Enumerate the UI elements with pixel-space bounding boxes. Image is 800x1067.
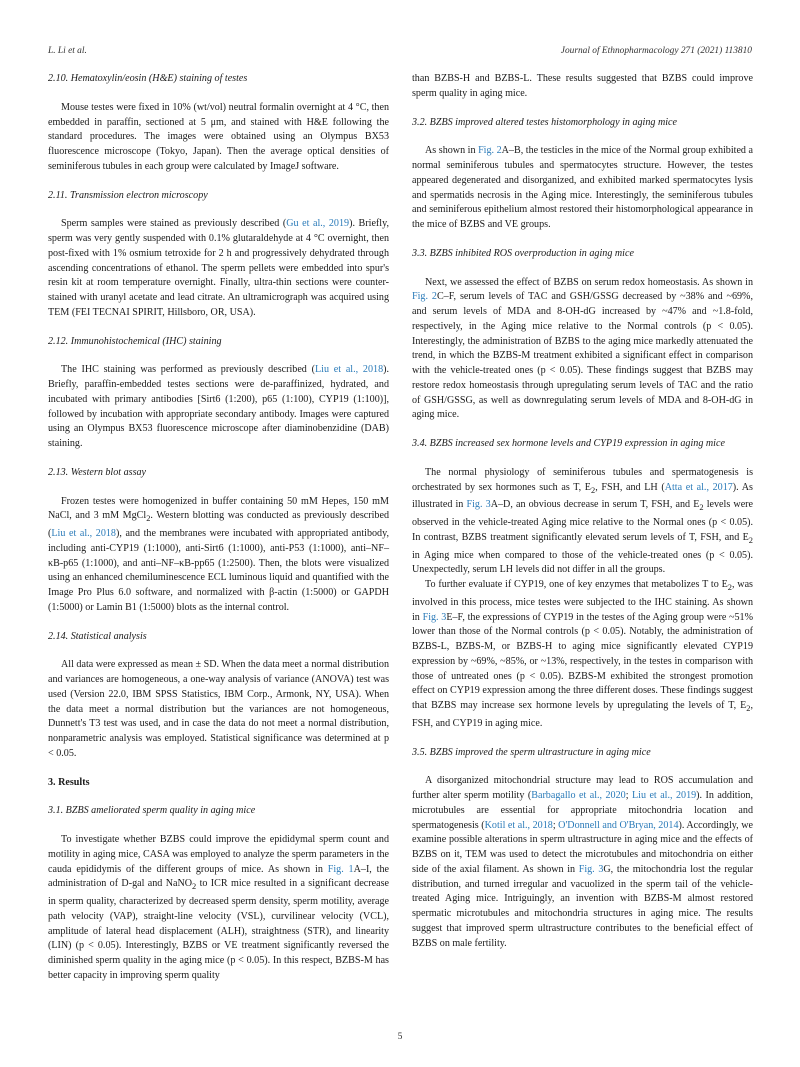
section-3-2-heading: 3.2. BZBS improved altered testes histomorphology in aging mice: [412, 116, 678, 128]
running-header: [48, 46, 752, 60]
citation-link[interactable]: Liu et al., 2018: [51, 528, 116, 540]
section-3-4-paragraph-2: To further evaluate if CYP19, one of key enzymes that metabolizes T to $E_2$, was involved in this process, mice testes were subjected to the IHC staining. As shown in Fig. 3E–F, the expressions of CYP19 in the testes of the Aging group were ~51% lower than those of the Normal controls (p < 0.05). Notably, the administration of BZBS-L, BZBS-M, or BZBS-H to aging mice significantly elevated CYP19 expression by ~69%, ~85%, or ~13%, respectively, in the testes in comparison with those of untreated ones (p < 0.05). BZBS-M exhibited the strongest promotion effect on CYP19 expression among the three different doses. These findings suggest that BZBS may increase sex hormone levels by upregulating the levels of T, $E_2$, FSH, and CYP19 in aging mice.: [412, 579, 754, 729]
section-3-2-paragraph: As shown in Fig. 2A–B, the testicles in the mice of the Normal group exhibited a normal seminiferous tubules and spermatocytes structure. However, the testes appeared degenerated and disorganized, and exhibited marked spermatocytes lysis and spermatids necrosis in the Aging mice. Interestingly, the seminiferous tubules and seminiferous epithelium almost restored their histomorphological appearance in the mice of BZBS and VE groups.: [412, 145, 754, 230]
citation-link[interactable]: Liu et al., 2018: [314, 364, 384, 376]
section-2-10-paragraph: Mouse testes were fixed in 10% (wt/vol) neutral formalin overnight at 4 °C, then embedded in paraffin, sectioned at 5 μm, and stained with H&E following the standard procedures. The images were obtained using an Olympus BX53 fluorescence microscope (Tokyo, Japan). Then the average optical densities of seminiferous tubules in each group were calculated by ImageJ software.: [48, 101, 389, 172]
section-3-4-heading: 3.4. BZBS increased sex hormone levels and CYP19 expression in aging mice: [412, 438, 725, 449]
section-2-12-heading: 2.12. Immunohistochemical (IHC) staining: [48, 335, 222, 347]
citation-link[interactable]: Liu et al., 2019: [631, 790, 697, 802]
section-2-14-paragraph: All data were expressed as mean ± SD. When the data meet a normal distribution and variances are homogeneous, a one-way analysis of variance (ANOVA) test was used (Version 22.0, IBM SPSS Statistics, IBM Corp., Armonk, NY, USA). When the data meet a normal distribution but the variances are not homogeneous, Dunnett's T3 test was used, and in case the data do not meet a normal distribution, nonparametric analysis was employed. Statistical significance was determined at p < 0.05.: [48, 659, 389, 759]
section-2-11-paragraph: Sperm samples were stained as previously described (Gu et al., 2019). Briefly, sperm was very gently suspended with 0.1% glutaraldehyde at 4 °C overnight, then post-fixed with 1% osmium tetroxide for 2 h and progressively dehydrated through ascending concentrations of ethanol. The sperm pellets were embedded into spur's resin kit at room temperature overnight. Finally, ultra-thin sections were counter-stained with uranyl acetate and lead citrate. An ultramicrograph was acquired using TEM (FEI TECNAI SPIRIT, Hillsboro, OR, USA).: [48, 218, 390, 318]
figure-link[interactable]: Fig. 3: [422, 611, 447, 623]
section-3-1-paragraph: To investigate whether BZBS could improve the epididymal sperm count and motility in aging mice, CASA was employed to analyze the sperm parameters in the cauda epididymis of the different groups of mice. As shown in Fig. 1A–I, the administration of D-gal and NaNO$_2$ to ICR mice resulted in a significant decrease in sperm quality, characterized by decreased sperm density, sperm motility, average path velocity (VAP), straight-line velocity (VSL), curvilinear velocity (VCL), amplitude of lateral head displacement (ALH), straightness (STR), and linearity (LIN) (p < 0.05). Interestingly, BZBS or VE treatment significantly reversed the diminished sperm quality in the aging mice (p < 0.05). In this respect, BZBS-M has better capacity in improving sperm quality: [48, 834, 390, 981]
section-2-13-heading: 2.13. Western blot assay: [48, 466, 147, 478]
continued-paragraph: than BZBS-H and BZBS-L. These results suggested that BZBS could improve sperm quality in aging mice.: [412, 73, 753, 99]
right-column: [412, 72, 753, 951]
section-3-3-paragraph: Next, we assessed the effect of BZBS on serum redox homeostasis. As shown in Fig. 2C–F, serum levels of TAC and GSH/GSSG decreased by ~38% and ~69%, and serum levels of MDA and 8-OH-dG increased by ~47% and ~1.8-fold, respectively, in the Aging mice relative to the Normal controls (p < 0.05). Interestingly, the administration of BZBS to the aging mice markedly attenuated the trend, in which the BZBS-M treatment exhibited a significant effect in comparison with the vehicle-treated ones (p < 0.05). These findings suggest that BZBS may restore redox homeostasis through upregulating serum levels of TAC and the ratio of GSH/GSSG, as well as downregulating serum levels of MDA and 8-OH-dG in aging mice.: [412, 276, 753, 421]
figure-link[interactable]: Fig. 3: [466, 499, 491, 511]
section-3-5-heading: 3.5. BZBS improved the sperm ultrastructure in aging mice: [412, 746, 651, 758]
citation-link[interactable]: O'Donnell and O'Bryan, 2014: [558, 819, 679, 831]
section-2-11-heading: 2.11. Transmission electron microscopy: [48, 189, 208, 201]
section-2-10-heading: 2.10. Hematoxylin/eosin (H&E) staining of testes: [48, 73, 248, 84]
figure-link[interactable]: Fig. 3: [578, 863, 604, 875]
citation-link[interactable]: Barbagallo et al., 2020: [531, 790, 626, 802]
section-3-5-paragraph: A disorganized mitochondrial structure may lead to ROS accumulation and further alter sperm motility (Barbagallo et al., 2020; Liu et al., 2019). In addition, microtubules are essential for appropriate mitochondria location and spermatogenesis (Kotil et al., 2018; O'Donnell and O'Bryan, 2014). Accordingly, we examine possible alterations in sperm ultrastructure in aging mice and the effects of BZBS on it, TEM was used to detect the microtubules and mitochondria on either side of the axial filament. As shown in Fig. 3G, the mitochondria lost the regular distribution, and turned irregular and vacuolized in the sperm tail of the vehicle-treated Aging mice. Intriguingly, an invention with BZBS-M almost restored spermatic microtubules and mitochondria structures in aging mice. The results suggest that improved sperm ultrastructure contributes to the beneficial effect of BZBS on male fertility.: [412, 775, 754, 949]
citation-link[interactable]: Atta et al., 2017: [664, 481, 733, 493]
section-2-13-paragraph: Frozen testes were homogenized in buffer containing 50 mM Hepes, 150 mM NaCl, and 3 mM MgCl$_2$. Western blotting was conducted as previously described (Liu et al., 2018), and the membranes were incubated with appropriated antibody, including anti-CYP19 (1:1000), anti-Sirt6 (1:1000), anti-P53 (1:1000), anti–NF–κB-p65 (1:1000), and anti–NF–κB-pp65 (1:2500). Then, the blots were visualized using an enhanced chemiluminescence ECL luminous liquid and quantified with the Image Pro Plus 6.0 software, and normalized with β-actin (1:5000) or GAPDH (1:5000) or Lamin B1 (1:5000) blots as the internal control.: [48, 495, 389, 613]
citation-link[interactable]: Gu et al., 2019: [286, 218, 350, 230]
page-number: 5: [397, 1031, 403, 1042]
left-column: [48, 72, 389, 984]
section-3-heading: 3. Results: [48, 776, 90, 788]
section-2-12-paragraph: The IHC staining was performed as previously described (Liu et al., 2018). Briefly, paraffin-embedded testes sections were de-paraffinized, hydrated, and incubated with primary antibodies [Sirt6 (1:200), p65 (1:100), CYP19 (1:100)], followed by incubation with appropriate secondary antibody. Images were captured using an Olympus BX53 fluorescence microscope after diaminobenzidine (DAB) staining.: [48, 364, 390, 449]
section-2-14-heading: 2.14. Statistical analysis: [48, 630, 147, 642]
citation-link[interactable]: Kotil et al., 2018: [484, 819, 553, 831]
figure-link[interactable]: Fig. 2: [412, 291, 437, 303]
header-journal: Journal of Ethnopharmacology 271 (2021) 113810: [560, 46, 752, 56]
figure-link[interactable]: Fig. 1: [327, 863, 354, 875]
section-3-4-paragraph-1: The normal physiology of seminiferous tubules and spermatogenesis is orchestrated by sex hormones such as T, $E_2$, FSH, and LH (Atta et al., 2017). As illustrated in Fig. 3A–D, an obvious decrease in serum T, FSH, and $E_2$ levels were observed in the vehicle-treated Aging mice relative to the Normal ones (p < 0.05). In contrast, BZBS treatment significantly elevated serum levels of T, FSH, and $E_2$ in Aging mice when compared to those of the vehicle-treated ones (p < 0.05). Unexpectedly, serum LH levels did not differ in all the groups.: [412, 466, 754, 576]
header-authors: L. Li et al.: [48, 46, 87, 56]
section-3-1-heading: 3.1. BZBS ameliorated sperm quality in aging mice: [48, 805, 256, 817]
section-3-3-heading: 3.3. BZBS inhibited ROS overproduction in aging mice: [412, 247, 634, 259]
figure-link[interactable]: Fig. 2: [478, 145, 502, 157]
